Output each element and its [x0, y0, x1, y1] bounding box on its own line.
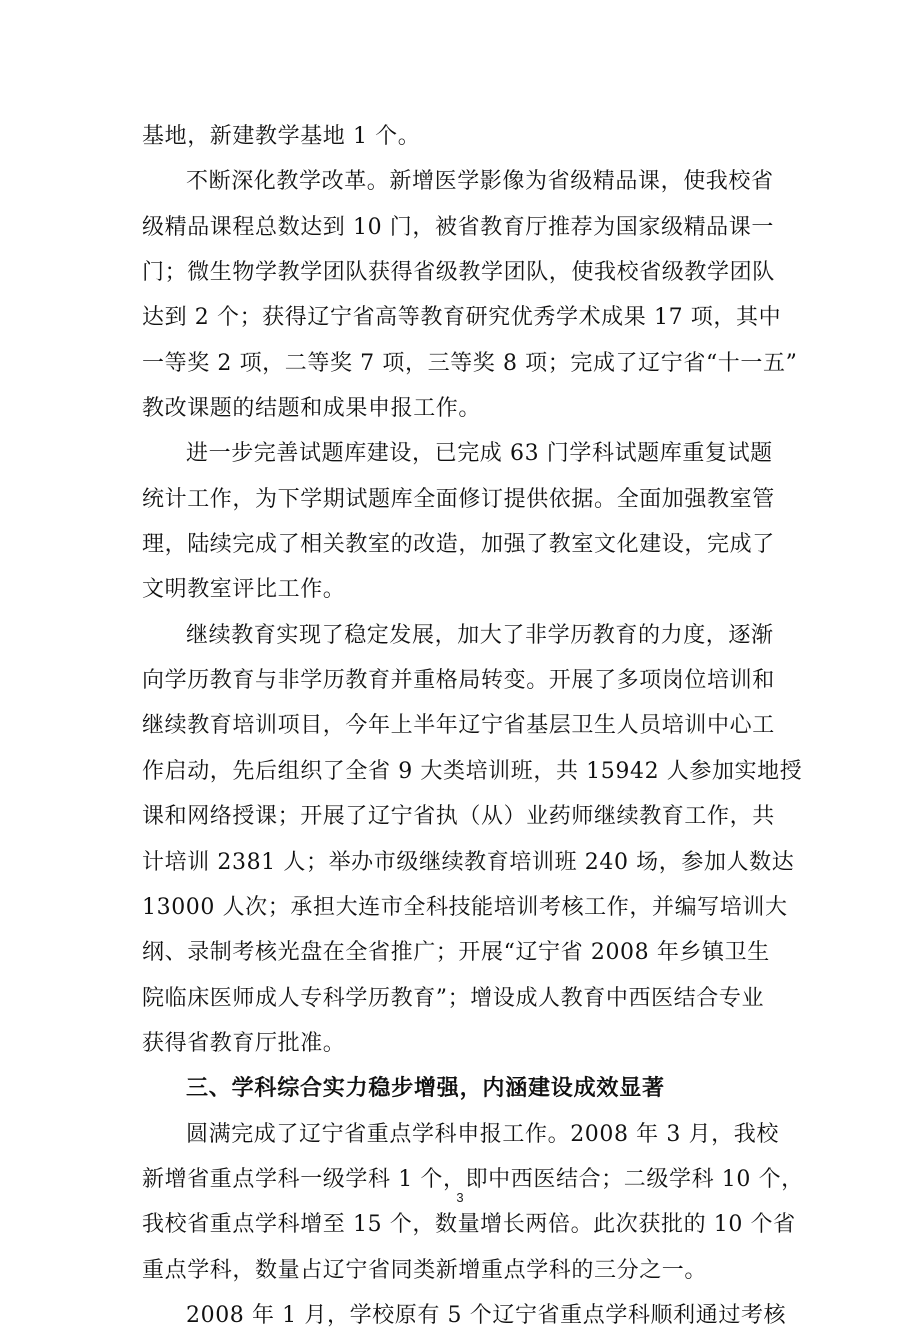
paragraph-line: 基地，新建教学基地 1 个。 — [142, 124, 421, 149]
paragraph-line: 重点学科，数量占辽宁省同类新增重点学科的三分之一。 — [142, 1257, 708, 1283]
document-body — [142, 114, 804, 1338]
paragraph-line: 一等奖 2 项，二等奖 7 项，三等奖 8 项；完成了辽宁省“十一五” — [142, 350, 798, 376]
paragraph-line: 圆满完成了辽宁省重点学科申报工作。2008 年 3 月，我校 — [186, 1121, 779, 1147]
paragraph-line: 向学历教育与非学历教育并重格局转变。开展了多项岗位培训和 — [142, 668, 775, 694]
paragraph-line: 达到 2 个；获得辽宁省高等教育研究优秀学术成果 17 项，其中 — [142, 305, 782, 331]
paragraph-line: 作启动，先后组织了全省 9 大类培训班，共 15942 人参加实地授 — [142, 758, 803, 784]
paragraph-line: 理，陆续完成了相关教室的改造，加强了教室文化建设，完成了 — [142, 532, 775, 558]
paragraph-line: 新增省重点学科一级学科 1 个，即中西医结合；二级学科 10 个， — [142, 1166, 804, 1192]
paragraph-line: 进一步完善试题库建设，已完成 63 门学科试题库重复试题 — [186, 441, 773, 467]
paragraph-line: 13000 人次；承担大连市全科技能培训考核工作，并编写培训大 — [142, 894, 788, 920]
paragraph-line: 课和网络授课；开展了辽宁省执（从）业药师继续教育工作，共 — [142, 804, 775, 830]
paragraph-line: 级精品课程总数达到 10 门，被省教育厅推荐为国家级精品课一 — [142, 214, 774, 240]
paragraph-line: 统计工作，为下学期试题库全面修订提供依据。全面加强教室管 — [142, 486, 775, 512]
paragraph-line: 继续教育培训项目，今年上半年辽宁省基层卫生人员培训中心工 — [142, 713, 775, 739]
paragraph-line: 不断深化教学改革。新增医学影像为省级精品课，使我校省 — [186, 169, 774, 195]
paragraph-line: 2008 年 1 月，学校原有 5 个辽宁省重点学科顺利通过考核 — [186, 1302, 787, 1328]
paragraph-line: 文明教室评比工作。 — [142, 577, 346, 603]
paragraph-line: 门；微生物学教学团队获得省级教学团队，使我校省级教学团队 — [142, 260, 775, 286]
paragraph-line: 计培训 2381 人；举办市级继续教育培训班 240 场，参加人数达 — [142, 849, 795, 875]
page-number: 3 — [456, 1190, 464, 1205]
paragraph-line: 院临床医师成人专科学历教育”；增设成人教育中西医结合专业 — [142, 985, 765, 1011]
paragraph-line: 获得省教育厅批准。 — [142, 1030, 346, 1056]
paragraph-line: 继续教育实现了稳定发展，加大了非学历教育的力度，逐渐 — [186, 622, 774, 648]
paragraph-line: 我校省重点学科增至 15 个，数量增长两倍。此次获批的 10 个省 — [142, 1212, 796, 1238]
section-heading: 三、学科综合实力稳步增强，内涵建设成效显著 — [186, 1076, 665, 1102]
paragraph-line: 纲、录制考核光盘在全省推广；开展“辽宁省 2008 年乡镇卫生 — [142, 940, 770, 966]
paragraph-line: 教改课题的结题和成果申报工作。 — [142, 396, 482, 422]
